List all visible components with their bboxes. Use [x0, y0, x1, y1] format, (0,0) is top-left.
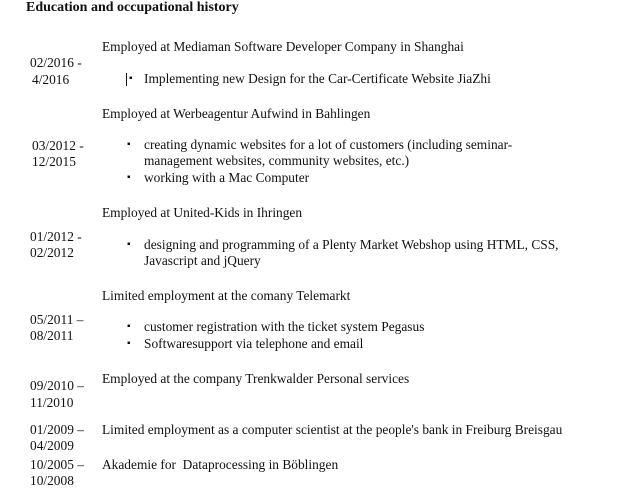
employer-text: Employed at United-Kids in Ihringen	[102, 205, 303, 220]
bullet-icon: ▪	[127, 239, 131, 250]
date-start: 05/2011 –	[30, 312, 84, 327]
date-end: 11/2010	[30, 395, 74, 410]
bullet-item: working with a Mac Computer	[144, 170, 310, 185]
bullet-icon: ▪	[127, 321, 131, 332]
date-start: 01/2012 -	[30, 229, 82, 244]
bullet-item: creating dynamic websites for a lot of customers (including seminar-	[144, 137, 513, 152]
date-start: 01/2009 –	[30, 422, 84, 437]
bullet-item-continuation: management websites, community websites, etc.)	[144, 153, 410, 168]
bullet-item: designing and programming of a Plenty Market Webshop using HTML, CSS,	[144, 237, 559, 252]
date-end: 08/2011	[30, 328, 74, 343]
bullet-item: customer registration with the ticket system Pegasus	[144, 319, 425, 334]
bullet-item: Softwaresupport via telephone and email	[144, 336, 364, 351]
bullet-icon: ▪	[127, 338, 131, 349]
date-start: 03/2012 -	[32, 138, 84, 153]
employer-text: Employed at Werbeagentur Aufwind in Bahlingen	[102, 106, 371, 121]
bullet-icon: ▪	[127, 172, 131, 183]
date-end: 4/2016	[32, 72, 70, 87]
employer-text: Akademie for Dataprocessing in Böblingen	[102, 457, 339, 472]
text-cursor	[126, 73, 127, 86]
date-end: 04/2009	[30, 438, 74, 453]
employer-text: Limited employment as a computer scientist at the people's bank in Freiburg Breisgau	[102, 422, 563, 437]
employer-text: Employed at the company Trenkwalder Personal services	[102, 371, 410, 386]
date-end: 10/2008	[30, 473, 74, 488]
bullet-icon: ▪	[129, 73, 133, 84]
employer-text: Employed at Mediaman Software Developer Company in Shanghai	[102, 39, 464, 54]
date-end: 02/2012	[30, 245, 74, 260]
date-start: 09/2010 –	[30, 378, 84, 393]
bullet-item-continuation: Javascript and jQuery	[144, 253, 261, 268]
date-start: 02/2016 -	[30, 55, 82, 70]
date-end: 12/2015	[32, 154, 76, 169]
bullet-icon: ▪	[127, 139, 131, 150]
employer-text: Limited employment at the comany Telemarkt	[102, 288, 351, 303]
date-start: 10/2005 –	[30, 457, 84, 472]
bullet-item: Implementing new Design for the Car-Certificate Website JiaZhi	[144, 71, 491, 86]
section-heading: Education and occupational history	[26, 0, 239, 15]
